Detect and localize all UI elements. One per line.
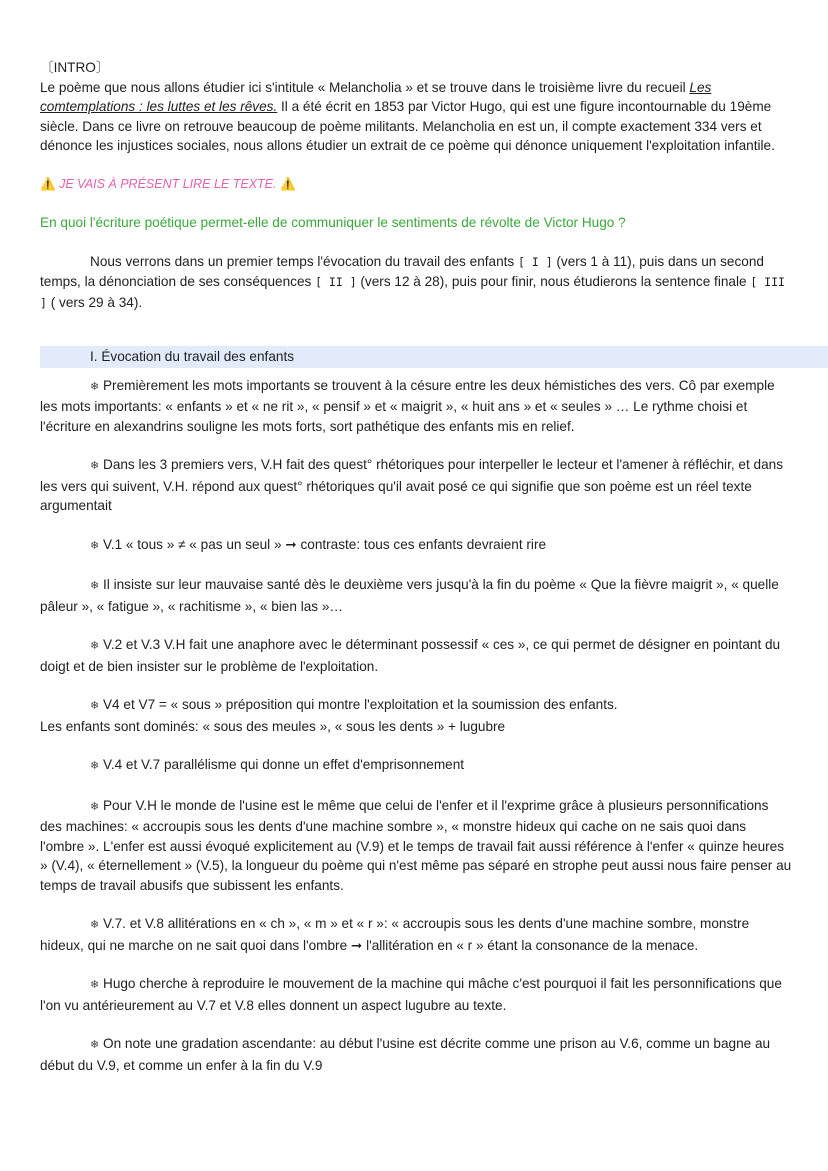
book-title: Les comtemplations : les luttes et les rêves. [40, 79, 712, 114]
point-text: Hugo cherche à reproduire le mouvement de la machine qui mâche c'est pourquoi il fait les personnifications que l'on vu antérieurement au V.7 et V.8 elles donnent un aspect lugubre au texte. [40, 976, 782, 1013]
plan-marker: [ I ] [518, 254, 553, 269]
point-text: Il insiste sur leur mauvaise santé dès le deuxième vers jusqu'à la fin du poème « Que la fièvre maigrit », « quelle pâleur », « fatigue », « rachitisme », « bien las »… [40, 577, 779, 614]
problematique: En quoi l'écriture poétique permet-elle de communiquer le sentiments de révolte de Victor Hugo ? [40, 215, 626, 230]
section-title: I. Évocation du travail des enfants [40, 346, 828, 368]
plan-text: (vers 1 à 11), puis dans un second temps, la dénonciation de ses conséquences [40, 253, 764, 289]
snowflake-icon: ❄ [90, 979, 100, 991]
point-7 [40, 755, 792, 777]
intro-text-b: Il a été écrit en 1853 par Victor Hugo, qui est une figure incontournable du 19ème siècle. Dans ce livre on retrouve beaucoup de poème militants. Melancholia en est un, il compte exactement 334 vers et dénonce les injustices sociales, nous allons étudier un extrait de ce poème qui dénonce uniquement l'exploitation infantile. [40, 99, 775, 153]
point-text: V.4 et V.7 parallélisme qui donne un effet d'emprisonnement [99, 757, 465, 772]
point-text: V4 et V7 = « sous » préposition qui montre l'exploitation et la soumission des enfants. [99, 697, 618, 712]
point-8 [40, 796, 792, 896]
point-text: Pour V.H le monde de l'usine est le même que celui de l'enfer et il l'exprime grâce à plusieurs personnifications des machines: « accroupis sous les dents d'une machine sombre », « monstre hideux qui cache on ne sais quoi dans l'ombre ». L'enfer est aussi évoqué explicitement au (V.9) et le temps de travail fait aussi référence à l'enfer « quinze heures » (V.4), « éternellement » (V.5), la longueur du poème qui n'est même pas séparé en strophe peut aussi nous faire penser au temps de travail abusifs que subissent les enfants. [40, 797, 792, 893]
snowflake-icon: ❄ [90, 760, 100, 772]
point-text: Premièrement les mots importants se trouvent à la césure entre les deux hémistiches des vers. Cô par exemple les mots importants: « enfants » et « ne rit », « pensif » et « maigrit », « huit ans » et « seules » … Le rythme choisi et l'écriture en alexandrins souligne les mots forts, sort pathétique des enfants mis en relief. [40, 377, 775, 434]
point-1 [40, 376, 792, 437]
snowflake-icon: ❄ [90, 919, 100, 931]
snowflake-icon: ❄ [90, 800, 100, 813]
point-text: On note une gradation ascendante: au début l'usine est décrite comme une prison au V.6, comme un bagne au début du V.9, et comme un enfer à la fin du V.9 [40, 1036, 771, 1073]
snowflake-icon: ❄ [90, 580, 100, 592]
plan-text: (vers 12 à 28), puis pour finir, nous étudierons la sentence finale [356, 274, 751, 289]
intro-text-a: Le poème que nous allons étudier ici s'intitule « Melancholia » et se trouve dans le troisième livre du recueil [40, 79, 690, 95]
point-10 [40, 974, 792, 1015]
warning-icon: ⚠️ [40, 176, 56, 191]
plan-text: ( vers 29 à 34). [46, 294, 143, 310]
point-text: V.1 « tous » ≠ « pas un seul » ➞ contraste: tous ces enfants devraient rire [99, 536, 547, 552]
intro-heading: 〔INTRO〕 [40, 60, 110, 75]
point-text: V.2 et V.3 V.H fait une anaphore avec le déterminant possessif « ces », ce qui permet de désigner en pointant du doigt et de bien insister sur le problème de l'exploitation. [40, 637, 781, 674]
point-2 [40, 455, 792, 516]
point-4 [40, 575, 792, 616]
snowflake-icon: ❄ [90, 539, 100, 552]
snowflake-icon: ❄ [90, 700, 100, 712]
point-text: Dans les 3 premiers vers, V.H fait des quest° rhétoriques pour interpeller le lecteur et l'amener à réfléchir, et dans les vers qui suivent, V.H. répond aux quest° rhétoriques qu'il avait posé ce qui signifie que son poème est un réel texte argumentait [40, 457, 783, 513]
warning-line [40, 175, 792, 195]
point-5 [40, 635, 792, 676]
point-6-continuation: Les enfants sont dominés: « sous des meules », « sous les dents » + lugubre [40, 718, 506, 734]
plan-paragraph [40, 252, 792, 314]
point-3 [40, 535, 792, 557]
document-page [40, 58, 792, 1075]
intro-paragraph [40, 78, 792, 156]
point-9 [40, 914, 792, 955]
point-text: V.7. et V.8 allitérations en « ch », « m » et « r »: « accroupis sous les dents d'une machine sombre, monstre hideux, qui ne marche on ne sait quoi dans l'ombre ➞ l'allitération en « r » étant la consonance de la menace. [40, 916, 750, 953]
point-11 [40, 1034, 792, 1075]
plan-marker: [ III ] [40, 275, 785, 310]
snowflake-icon: ❄ [90, 1039, 100, 1051]
point-6 [40, 695, 792, 717]
plan-marker: [ II ] [315, 275, 357, 289]
snowflake-icon: ❄ [90, 380, 100, 393]
warning-icon: ⚠️ [279, 176, 296, 191]
snowflake-icon: ❄ [90, 460, 100, 472]
plan-text: Nous verrons dans un premier temps l'évocation du travail des enfants [90, 253, 518, 269]
snowflake-icon: ❄ [90, 640, 100, 652]
warning-text: JE VAIS À PRÉSENT LIRE LE TEXTE. [59, 176, 277, 191]
